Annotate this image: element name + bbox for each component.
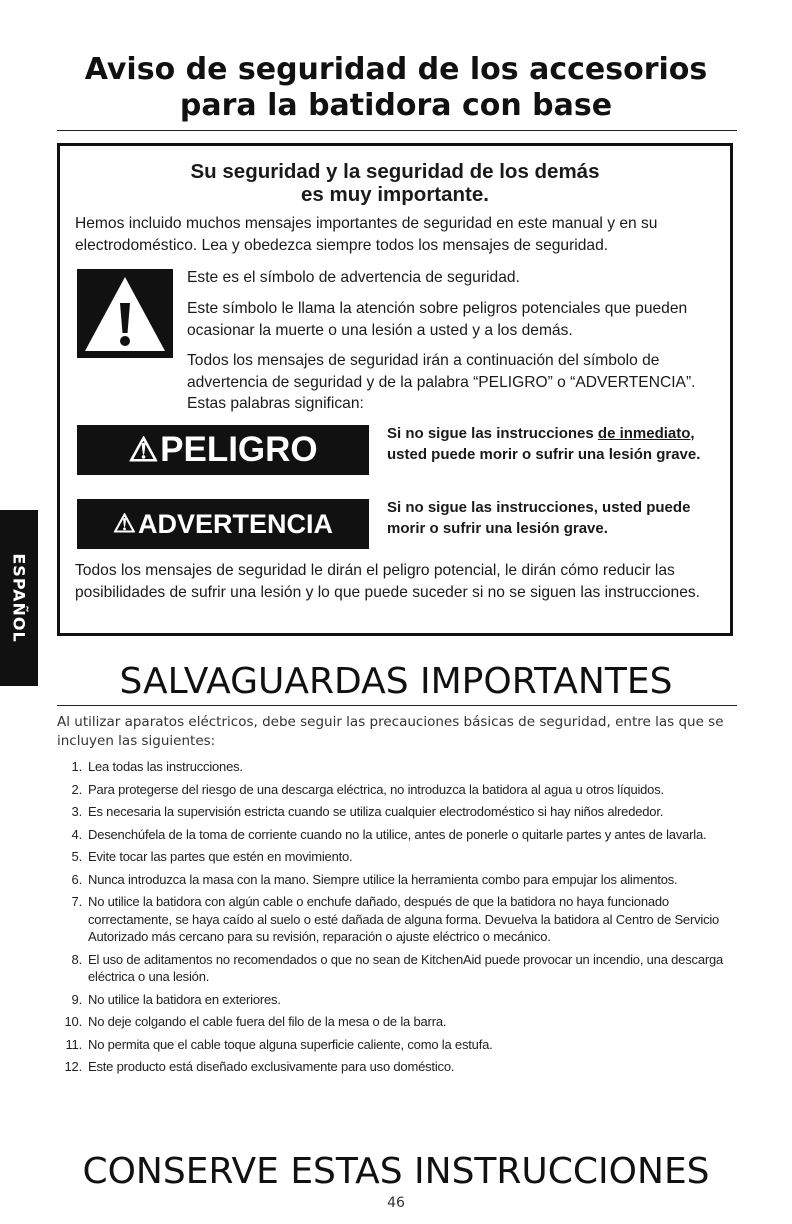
list-item-text: No deje colgando el cable fuera del filo de la mesa o de la barra. [88, 1014, 447, 1029]
list-item [68, 893, 748, 946]
list-item-text: Desenchúfela de la toma de corriente cuando no la utilice, antes de ponerle o quitarle partes y antes de lavarla. [88, 826, 707, 842]
list-item-number: 5. [71, 849, 82, 864]
page-title [60, 52, 732, 124]
list-item [68, 781, 748, 799]
safety-box-heading-line1: Su seguridad y la seguridad de los demás [190, 160, 600, 183]
peligro-label-text: PELIGRO [160, 430, 318, 469]
keep-instructions-footer: CONSERVE ESTAS INSTRUCCIONES [82, 1151, 710, 1192]
list-item-number: 9. [71, 991, 82, 1007]
peligro-text-a: Si no sigue las instrucciones [387, 425, 598, 442]
peligro-description [387, 424, 717, 465]
signal-words-explanation: Todos los mensajes de seguridad irán a continuación del símbolo de advertencia de seguridad y de la palabra “PELIGRO” o “ADVERTENCIA”. Estas palabras significan: [187, 352, 696, 412]
list-item-number: 11. [65, 1036, 82, 1052]
list-item [68, 951, 748, 986]
list-item-number: 4. [71, 826, 82, 842]
safety-intro: Hemos incluido muchos mensajes importantes de seguridad en este manual y en su electrodoméstico. Lea y obedezca siempre todos los mensajes de seguridad. [75, 215, 658, 254]
safeguards-heading: SALVAGUARDAS IMPORTANTES [119, 661, 673, 702]
advertencia-description: Si no sigue las instrucciones, usted puede morir o sufrir una lesión grave. [387, 499, 691, 537]
title-divider [57, 130, 737, 131]
warning-triangle-icon [77, 269, 173, 358]
list-item [68, 991, 748, 1009]
page-title-line1: Aviso de seguridad de los accesorios [84, 52, 708, 87]
list-item-text: Evite tocar las partes que estén en movimiento. [88, 849, 353, 864]
safeguards-intro: Al utilizar aparatos eléctricos, debe seguir las precauciones básicas de seguridad, entre las que se incluyen las siguientes: [57, 714, 724, 749]
safeguards-list [64, 758, 748, 1081]
list-item [68, 826, 748, 844]
list-item-number: 8. [71, 951, 82, 967]
list-item-number: 12. [64, 1059, 82, 1074]
list-item [68, 871, 748, 889]
list-item [68, 803, 748, 821]
list-item [68, 848, 748, 866]
list-item-text: Para protegerse del riesgo de una descarga eléctrica, no introduzca la batidora al agua u otros líquidos. [88, 781, 664, 797]
list-item-text: El uso de aditamentos no recomendados o que no sean de KitchenAid puede provocar un incendio, una descarga eléctrica o una lesión. [88, 951, 724, 984]
warning-triangle-icon: ⚠ [112, 510, 136, 538]
list-item-text: No utilice la batidora en exteriores. [88, 991, 281, 1007]
language-tab [0, 510, 38, 686]
advertencia-label-text: ADVERTENCIA [137, 508, 333, 539]
safety-box-heading [60, 160, 730, 206]
safety-notice-box [57, 143, 733, 636]
safety-alert-symbol [77, 269, 173, 358]
list-item-number: 3. [71, 804, 82, 819]
peligro-label [77, 425, 369, 475]
list-item-number: 1. [71, 759, 82, 774]
peligro-text-b: , usted puede morir o sufrir una lesión grave. [387, 425, 701, 463]
peligro-text-underlined: de inmediato [597, 425, 691, 442]
list-item-number: 6. [71, 871, 82, 887]
advertencia-label [77, 499, 369, 549]
list-item-number: 7. [71, 894, 82, 909]
language-tab-label: ESPAÑOL [9, 553, 29, 643]
warning-triangle-icon: ⚠ [128, 432, 159, 469]
list-item-text: Es necesaria la supervisión estricta cuando se utiliza cualquier electrodoméstico si hay niños alrededor. [88, 804, 664, 819]
symbol-line: Este es el símbolo de advertencia de seguridad. [187, 269, 520, 286]
list-item-text: No permita que el cable toque alguna superficie caliente, como la estufa. [88, 1036, 493, 1052]
list-item-number: 2. [71, 781, 82, 797]
list-item-text: Este producto está diseñado exclusivamente para uso doméstico. [88, 1059, 455, 1074]
list-item [64, 1013, 748, 1031]
safety-closing: Todos los mensajes de seguridad le dirán el peligro potencial, le dirán cómo reducir las posibilidades de sufrir una lesión y lo que puede suceder si no se siguen las instrucciones. [75, 562, 700, 601]
page-number: 46 [387, 1195, 405, 1211]
list-item [65, 1036, 748, 1054]
safeguards-divider [57, 705, 737, 706]
list-item-text: Nunca introduzca la masa con la mano. Siempre utilice la herramienta combo para empujar los alimentos. [88, 871, 678, 887]
symbol-description: Este símbolo le llama la atención sobre peligros potenciales que pueden ocasionar la muerte o una lesión a usted y a los demás. [187, 300, 688, 339]
list-item-text: No utilice la batidora con algún cable o enchufe dañado, después de que la batidora no haya funcionado correctamente, se haya caído al suelo o esté dañada de alguna forma. Devuelva la batidora al Centro de Servicio Autorizado más cercano para su revisión, reparación o ajuste eléctrico o mecánico. [88, 894, 720, 944]
safety-box-heading-line2: es muy importante. [301, 183, 489, 206]
list-item [64, 1058, 748, 1076]
list-item-text: Lea todas las instrucciones. [88, 759, 243, 774]
list-item [68, 758, 748, 776]
page-title-line2: para la batidora con base [179, 88, 613, 123]
list-item-number: 10. [64, 1014, 82, 1029]
